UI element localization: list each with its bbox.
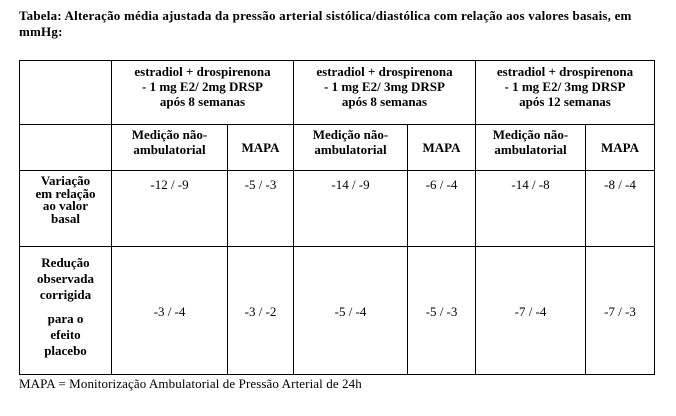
group-header-row (20, 61, 655, 125)
table-cell: -5 / -3 (408, 247, 476, 375)
table-cell: -7 / -3 (586, 247, 655, 375)
table-cell: -7 / -4 (476, 247, 586, 375)
blood-pressure-table (19, 60, 655, 375)
group-header-line: - 1 mg E2/ 2mg DRSP (142, 79, 263, 94)
table-cell: -14 / -9 (294, 171, 408, 247)
row-label-line: placebo (44, 343, 87, 358)
row-label-line: em relação (35, 185, 96, 201)
subheader-line: ambulatorial (494, 142, 567, 157)
subheader-line: Medição não- (312, 127, 389, 142)
table-cell: -6 / -4 (408, 171, 476, 247)
group-header-line: estradiol + drospirenona (316, 64, 453, 79)
group-header-3mg-8wk (294, 61, 476, 125)
subheader-mapa: MAPA (586, 125, 655, 171)
row-label-placebo-corrected (20, 247, 112, 375)
footnote: MAPA = Monitorização Ambulatorial de Pressão Arterial de 24h (19, 376, 362, 391)
subheader-line: Medição não- (131, 127, 208, 142)
row-label-line: basal (51, 210, 80, 226)
row-label-line: ao valor (42, 198, 89, 213)
row-label-line: corrigida (39, 287, 92, 302)
group-header-line: após 8 semanas (159, 94, 246, 109)
subheader-row (20, 125, 655, 171)
row-label-line: observada (36, 271, 95, 286)
row-label-line: efeito (50, 327, 81, 342)
group-header-3mg-12wk (476, 61, 655, 125)
group-header-line: - 1 mg E2/ 3mg DRSP (324, 79, 445, 94)
group-header-line: estradiol + drospirenona (134, 64, 271, 79)
table-caption: Tabela: Alteração média ajustada da pressão arterial sistólica/diastólica com relação aos valores basais, em mmHg: (19, 8, 632, 39)
row-label-line: Redução (41, 255, 90, 270)
table-cell: -8 / -4 (586, 171, 655, 247)
row-label-baseline-change (20, 171, 112, 247)
row-label-line: para o (47, 311, 84, 326)
subheader-empty (20, 125, 112, 171)
subheader-non-ambulatory (294, 125, 408, 171)
group-header-2mg-8wk (112, 61, 294, 125)
group-header-line: - 1 mg E2/ 3mg DRSP (504, 79, 626, 94)
table-cell: -5 / -3 (228, 171, 294, 247)
group-header-line: estradiol + drospirenona (496, 64, 634, 79)
row-label-line: Variação (40, 173, 91, 188)
table-cell: -3 / -4 (112, 247, 228, 375)
group-header-line: após 12 semanas (519, 94, 611, 109)
corner-cell (20, 61, 112, 125)
subheader-line: Medição não- (492, 127, 569, 142)
group-header-line: após 8 semanas (341, 94, 428, 109)
table-cell: -3 / -2 (228, 247, 294, 375)
subheader-non-ambulatory (476, 125, 586, 171)
subheader-mapa: MAPA (228, 125, 294, 171)
table-cell: -5 / -4 (294, 247, 408, 375)
subheader-mapa: MAPA (408, 125, 476, 171)
table-cell: -12 / -9 (112, 171, 228, 247)
table-cell: -14 / -8 (476, 171, 586, 247)
table-row (20, 171, 655, 247)
subheader-non-ambulatory (112, 125, 228, 171)
table-row (20, 247, 655, 375)
subheader-line: ambulatorial (314, 142, 387, 157)
subheader-line: ambulatorial (133, 142, 206, 157)
